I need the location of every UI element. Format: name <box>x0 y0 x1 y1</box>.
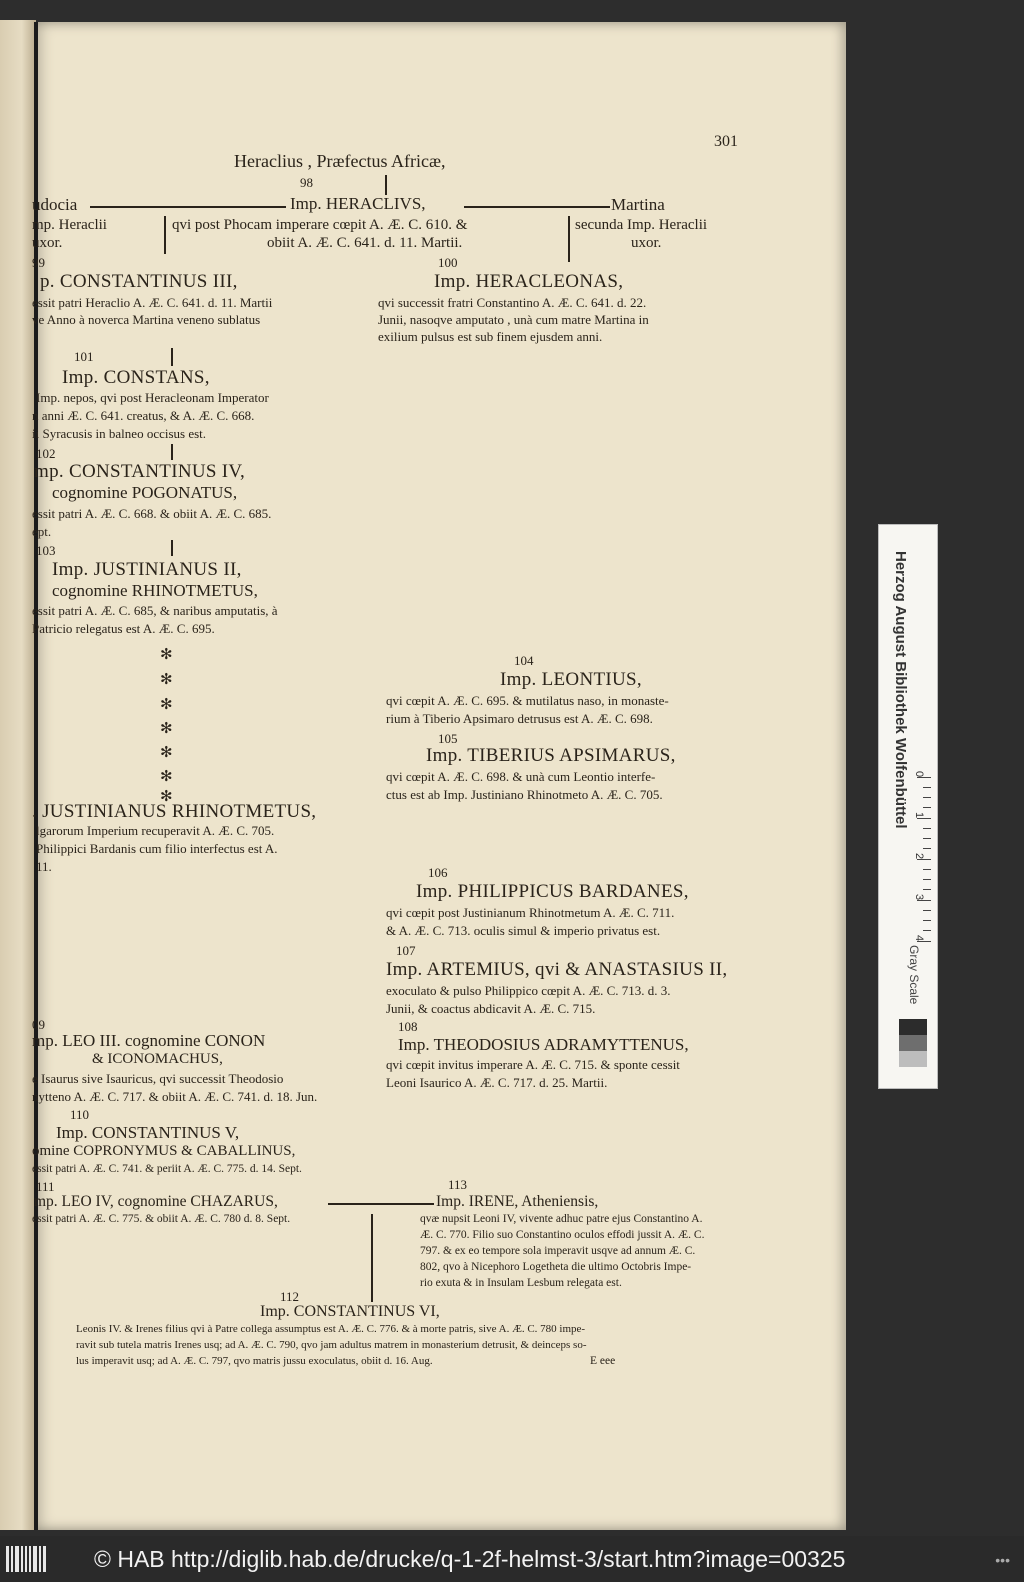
connector <box>171 348 173 366</box>
entry-line: essit patri A. Æ. C. 775. & obiit A. Æ. C. 780 d. 8. Sept. <box>32 1213 291 1225</box>
entry-number: 09 <box>32 1017 45 1032</box>
entry-number: 101 <box>74 349 94 364</box>
emperor-heraclius: Imp. HERACLIVS, <box>290 194 426 213</box>
entry-line: Junii, & coactus abdicavit A. Æ. C. 715. <box>386 1001 596 1016</box>
tick <box>923 879 931 880</box>
source-url[interactable]: © HAB http://diglib.hab.de/drucke/q-1-2f-helmst-3/start.htm?image=00325 <box>94 1546 846 1572</box>
note: uxor. <box>32 235 63 251</box>
reference-ruler <box>878 524 938 1089</box>
entry-number: 108 <box>398 1019 418 1034</box>
star: ✻ <box>160 672 173 688</box>
tick <box>923 889 931 890</box>
entry-line: nytteno A. Æ. C. 717. & obiit A. Æ. C. 741. d. 18. Jun. <box>32 1089 318 1104</box>
entry-title: Imp. JUSTINIANUS II, <box>52 559 242 580</box>
entry-line: ravit sub tutela matris Irenes usq; ad A. Æ. C. 790, qvo jam adultus matrem in monasterium detrusit, & deinceps so- <box>76 1339 587 1351</box>
library-label: Herzog August Bibliothek Wolfenbüttel <box>892 551 909 829</box>
note: mp. Heraclii <box>32 217 107 233</box>
entry-title: Imp. LEONTIUS, <box>500 669 642 690</box>
tick <box>923 910 931 911</box>
entry-number: 111 <box>36 1179 55 1194</box>
more-options-icon[interactable]: ••• <box>995 1552 1010 1568</box>
entry-subtitle: omine COPRONYMUS & CABALLINUS, <box>32 1143 296 1159</box>
gray-swatch-light <box>899 1051 927 1067</box>
entry-line: Patricio relegatus est A. Æ. C. 695. <box>32 621 215 636</box>
entry-line: essit patri A. Æ. C. 668. & obiit A. Æ. C. 685. <box>32 506 272 521</box>
entry-number: 102 <box>36 446 56 461</box>
note: qvi post Phocam imperare cœpit A. Æ. C. 610. & <box>172 217 468 233</box>
entry-number: 110 <box>70 1107 90 1122</box>
entry-title: . JUSTINIANUS RHINOTMETUS, <box>32 801 317 822</box>
entry-line: ctus est ab Imp. Justiniano Rhinotmeto A. Æ. C. 705. <box>386 787 663 802</box>
entry-number: 106 <box>428 865 448 880</box>
tick <box>917 859 931 860</box>
ruler-number: 1 <box>913 812 925 819</box>
gray-swatch-black <box>899 1019 927 1035</box>
page-number: 301 <box>714 133 738 150</box>
entry-title: Imp. HERACLEONAS, <box>434 271 624 292</box>
heading: Heraclius , Præfectus Africæ, <box>234 151 446 171</box>
grayscale-label: Gray Scale <box>907 945 921 1005</box>
tick <box>923 797 931 798</box>
entry-line: qvi cœpit invitus imperare A. Æ. C. 715. & sponte cessit <box>386 1057 680 1072</box>
entry-line: ii Syracusis in balneo occisus est. <box>32 426 207 441</box>
entry-line: exilium pulsus est sub finem ejusdem anni. <box>378 329 603 344</box>
entry-line: exoculato & pulso Philippico cœpit A. Æ. C. 713. d. 3. <box>386 983 671 998</box>
tick <box>923 828 931 829</box>
entry-line: essit patri A. Æ. C. 741. & periit A. Æ. C. 775. d. 14. Sept. <box>32 1163 302 1175</box>
entry-line: & A. Æ. C. 713. oculis simul & imperio privatus est. <box>386 923 661 938</box>
entry-line: qvi cœpit A. Æ. C. 698. & unà cum Leontio interfe- <box>386 769 656 784</box>
tick <box>917 941 931 942</box>
entry-title: Imp. CONSTANTINUS V, <box>56 1123 240 1142</box>
note: secunda Imp. Heraclii <box>575 217 708 233</box>
entry-line: 802, qvo à Nicephoro Logetheta die ultimo Octobris Impe- <box>420 1261 692 1273</box>
note: uxor. <box>631 235 662 251</box>
note: obiit A. Æ. C. 641. d. 11. Martii. <box>267 235 463 251</box>
entry-line: rium à Tiberio Apsimaro detrusus est A. Æ. C. 698. <box>386 711 653 726</box>
entry-title: mp. LEO IV, cognomine CHAZARUS, <box>34 1193 278 1210</box>
entry-line: qvi cœpit post Justinianum Rhinotmetum A. Æ. C. 711. <box>386 905 675 920</box>
signature-mark: E eee <box>590 1355 616 1367</box>
entry-line: Imp. nepos, qvi post Heracleonam Imperator <box>36 390 269 405</box>
entry-number: 98 <box>300 175 313 190</box>
entry-line: ve Anno à noverca Martina veneno sublatus <box>32 312 261 327</box>
bracket <box>568 216 570 262</box>
entry-number: 113 <box>448 1177 468 1192</box>
marriage-line <box>328 1203 434 1205</box>
tick <box>923 838 931 839</box>
star: ✻ <box>160 745 173 761</box>
tick <box>923 869 931 870</box>
entry-line: qvi successit fratri Constantino A. Æ. C. 641. d. 22. <box>378 295 647 310</box>
tick <box>917 777 931 778</box>
star: ✻ <box>160 789 173 805</box>
hab-logo-icon[interactable] <box>6 1546 46 1572</box>
tick <box>923 807 931 808</box>
ruler-number: 4 <box>913 935 925 942</box>
descent-line <box>371 1214 373 1302</box>
connector <box>171 444 173 460</box>
entry-number: 103 <box>36 543 56 558</box>
spouse-right: Martina <box>611 195 665 214</box>
star: ✻ <box>160 769 173 785</box>
entry-subtitle: cognomine POGONATUS, <box>52 483 238 502</box>
star: ✻ <box>160 721 173 737</box>
entry-title: mp. LEO III. cognomine CONON <box>32 1031 266 1050</box>
entry-line: ept. <box>32 524 52 539</box>
entry-title: Imp. CONSTANS, <box>62 367 210 388</box>
entry-line: lus imperavit usq; ad A. Æ. C. 797, qvo matris jussu exoculatus, obiit d. 16. Aug. <box>76 1355 433 1367</box>
tick <box>923 787 931 788</box>
entry-line: rio exuta & in Insulam Lesbum relegata est. <box>420 1277 622 1289</box>
entry-title: mp. CONSTANTINUS IV, <box>34 461 246 482</box>
bracket <box>164 216 166 254</box>
facing-page-edge <box>0 20 36 1530</box>
entry-subtitle: cognomine RHINOTMETUS, <box>52 581 258 600</box>
entry-subtitle: & ICONOMACHUS, <box>92 1051 223 1067</box>
entry-line: qvi cœpit A. Æ. C. 695. & mutilatus naso, in monaste- <box>386 693 669 708</box>
gray-swatch-mid <box>899 1035 927 1051</box>
viewer-footer <box>0 1536 1024 1582</box>
entry-line: lgarorum Imperium recuperavit A. Æ. C. 705. <box>36 823 275 838</box>
entry-title: Imp. THEODOSIUS ADRAMYTTENUS, <box>398 1035 689 1054</box>
star: ✻ <box>160 647 173 663</box>
tick <box>923 930 931 931</box>
connector <box>171 540 173 556</box>
entry-line: essit patri Heraclio A. Æ. C. 641. d. 11. Martii <box>32 295 273 310</box>
book-page <box>34 22 846 1530</box>
entry-number: 99 <box>32 255 45 270</box>
entry-title: Imp. IRENE, Atheniensis, <box>436 1193 599 1210</box>
entry-line: 797. & ex eo tempore sola imperavit usqve ad annum Æ. C. <box>420 1245 696 1257</box>
entry-title: Imp. CONSTANTINUS VI, <box>260 1303 440 1320</box>
ruler-number: 2 <box>913 853 925 860</box>
marriage-line <box>464 206 610 208</box>
entry-title: Imp. ARTEMIUS, qvi & ANASTASIUS II, <box>386 959 728 980</box>
entry-line: qvæ nupsit Leoni IV, vivente adhuc patre ejus Constantino A. <box>420 1213 703 1225</box>
entry-number: 105 <box>438 731 458 746</box>
ruler-number: 0 <box>913 771 925 778</box>
spouse-left: udocia <box>32 195 78 214</box>
entry-title: Imp. TIBERIUS APSIMARUS, <box>426 745 676 766</box>
connector <box>385 175 387 195</box>
entry-line: Æ. C. 770. Filio suo Constantino oculos effodi jussit A. Æ. C. <box>420 1229 705 1241</box>
tick <box>923 848 931 849</box>
entry-line: Junii, nasoqve amputato , unà cum matre Martina in <box>378 312 649 327</box>
entry-number: 112 <box>280 1289 300 1304</box>
entry-line: Philippici Bardanis cum filio interfectus est A. <box>36 841 278 856</box>
entry-line: Leonis IV. & Irenes filius qvi à Patre collega assumptus est A. Æ. C. 776. & à morte patris, sive A. Æ. C. 780 impe- <box>76 1323 586 1335</box>
entry-number: 104 <box>514 653 534 668</box>
tick <box>917 900 931 901</box>
star: ✻ <box>160 697 173 713</box>
entry-number: 100 <box>438 255 458 270</box>
entry-line: n anni Æ. C. 641. creatus, & A. Æ. C. 668. <box>32 408 255 423</box>
entry-line: e Isaurus sive Isauricus, qvi successit Theodosio <box>32 1071 284 1086</box>
entry-line: Leoni Isaurico A. Æ. C. 717. d. 25. Martii. <box>386 1075 608 1090</box>
entry-line: essit patri A. Æ. C. 685, & naribus amputatis, à <box>32 603 278 618</box>
tick <box>917 818 931 819</box>
entry-title: Imp. PHILIPPICUS BARDANES, <box>416 881 689 902</box>
entry-line: 11. <box>36 859 52 874</box>
entry-number: 107 <box>396 943 416 958</box>
marriage-line <box>90 206 286 208</box>
tick <box>923 920 931 921</box>
ruler-number: 3 <box>913 894 925 901</box>
entry-title: p. CONSTANTINUS III, <box>40 271 238 292</box>
